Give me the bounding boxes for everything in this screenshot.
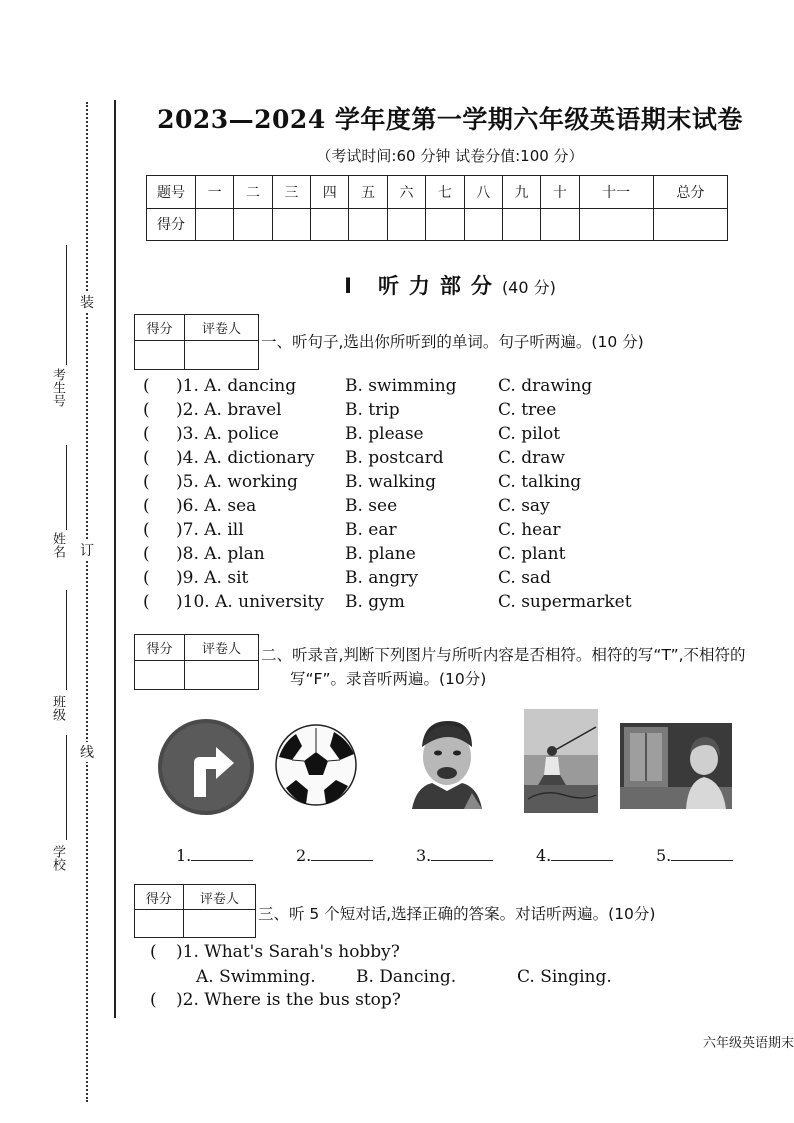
grader-name-cell[interactable] — [183, 910, 255, 938]
girl-at-window-picture — [620, 723, 732, 809]
question-option-a: )5. A. working — [176, 472, 298, 492]
question-paren[interactable]: ( — [143, 568, 150, 588]
soccer-ball-picture — [274, 722, 358, 808]
score-cell[interactable] — [349, 208, 387, 241]
turn-right-sign-picture — [156, 717, 256, 817]
grader-score-label: 得分 — [135, 885, 184, 910]
question-option-b: B. gym — [345, 592, 405, 612]
score-cell[interactable] — [653, 208, 727, 241]
question-option-c: C. plant — [498, 544, 566, 564]
part2-instruction-line1: 二、听录音,判断下列图片与所听内容是否相符。相符的写“T”,不相符的 — [261, 646, 746, 664]
score-cell[interactable] — [272, 208, 310, 241]
score-col: 六 — [387, 176, 425, 209]
score-cell[interactable] — [311, 208, 349, 241]
score-col: 十 — [541, 176, 579, 209]
part3-q1-option-a: A. Swimming. — [196, 967, 316, 987]
grader-name-cell[interactable] — [184, 341, 258, 370]
blank-number: 3. — [416, 846, 432, 865]
student-id-blank — [66, 245, 67, 365]
score-table-row-label: 得分 — [147, 208, 196, 241]
question-paren[interactable]: ( — [143, 520, 150, 540]
binding-char-ding: 订 — [80, 540, 94, 560]
grader-box-part3 — [134, 884, 256, 938]
question-option-b: B. postcard — [345, 448, 444, 468]
binding-char-xian: 线 — [80, 742, 94, 762]
grader-score-cell[interactable] — [135, 661, 185, 690]
blank-number: 2. — [296, 846, 312, 865]
student-id-label: 考生号 — [50, 368, 65, 407]
grader-score-cell[interactable] — [135, 910, 184, 938]
score-col: 总分 — [653, 176, 727, 209]
score-col: 四 — [311, 176, 349, 209]
school-label: 学校 — [50, 845, 65, 871]
score-col: 五 — [349, 176, 387, 209]
section-points: (40 分) — [501, 278, 556, 297]
picture-answer-blank-2[interactable] — [296, 846, 373, 865]
question-option-b: B. angry — [345, 568, 418, 588]
grader-name-cell[interactable] — [184, 661, 258, 690]
class-blank — [66, 590, 67, 690]
section-roman: I — [344, 274, 352, 298]
question-option-c: C. tree — [498, 400, 557, 420]
part3-instruction: 三、听 5 个短对话,选择正确的答案。对话听两遍。(10分) — [258, 905, 656, 923]
grader-box-part1 — [134, 314, 259, 370]
question-paren[interactable]: ( — [143, 376, 150, 396]
question-option-c: C. supermarket — [498, 592, 632, 612]
score-col: 二 — [234, 176, 272, 209]
question-option-a: )1. A. dancing — [176, 376, 297, 396]
crying-boy-picture — [402, 713, 492, 809]
score-col: 九 — [502, 176, 540, 209]
question-option-c: C. pilot — [498, 424, 561, 444]
part3-q1-option-c: C. Singing. — [517, 967, 612, 987]
question-option-b: B. trip — [345, 400, 400, 420]
grader-name-label: 评卷人 — [184, 315, 258, 341]
question-option-c: C. draw — [498, 448, 565, 468]
grader-score-label: 得分 — [135, 635, 185, 661]
score-col: 十一 — [579, 176, 653, 209]
score-col: 八 — [464, 176, 502, 209]
grader-name-label: 评卷人 — [183, 885, 255, 910]
question-option-b: B. see — [345, 496, 398, 516]
score-table — [146, 175, 728, 241]
blank-line — [431, 846, 493, 861]
question-option-a: )3. A. police — [176, 424, 279, 444]
part2-instruction-line2: 写“F”。录音听两遍。(10分) — [290, 670, 487, 688]
question-paren[interactable]: ( — [143, 544, 150, 564]
score-col: 三 — [272, 176, 310, 209]
question-option-a: )10. A. university — [176, 592, 324, 612]
question-option-b: B. please — [345, 424, 424, 444]
question-option-a: )7. A. ill — [176, 520, 244, 540]
grader-name-label: 评卷人 — [184, 635, 258, 661]
question-option-b: B. plane — [345, 544, 416, 564]
score-cell[interactable] — [234, 208, 272, 241]
binding-dotted-line — [86, 102, 88, 1102]
part3-q1-paren[interactable]: ( — [150, 942, 157, 962]
score-cell[interactable] — [579, 208, 653, 241]
question-option-c: C. drawing — [498, 376, 593, 396]
part1-instruction: 一、听句子,选出你所听到的单词。句子听两遍。(10 分) — [261, 333, 644, 351]
score-table-header-label: 题号 — [147, 176, 196, 209]
question-option-a: )9. A. sit — [176, 568, 249, 588]
question-paren[interactable]: ( — [143, 448, 150, 468]
question-option-a: )8. A. plan — [176, 544, 265, 564]
picture-answer-blank-1[interactable] — [176, 846, 253, 865]
blank-line — [191, 846, 253, 861]
blank-line — [311, 846, 373, 861]
name-label: 姓名 — [50, 532, 65, 558]
question-option-b: B. walking — [345, 472, 436, 492]
binding-char-zhuang: 装 — [80, 292, 94, 312]
binding-solid-line — [114, 100, 116, 1018]
part3-q1-option-b: B. Dancing. — [356, 967, 457, 987]
score-cell[interactable] — [196, 208, 234, 241]
question-option-c: C. hear — [498, 520, 561, 540]
question-option-c: C. talking — [498, 472, 582, 492]
blank-number: 1. — [176, 846, 192, 865]
score-cell[interactable] — [426, 208, 464, 241]
grader-score-label: 得分 — [135, 315, 185, 341]
part3-q1-text: )1. What's Sarah's hobby? — [176, 942, 400, 962]
question-option-c: C. sad — [498, 568, 551, 588]
question-option-a: )2. A. bravel — [176, 400, 282, 420]
question-paren[interactable]: ( — [143, 496, 150, 516]
score-col: 七 — [426, 176, 464, 209]
question-paren[interactable]: ( — [143, 592, 150, 612]
question-option-b: B. ear — [345, 520, 397, 540]
blank-number: 5. — [656, 846, 672, 865]
man-fishing-picture — [524, 709, 598, 813]
score-cell[interactable] — [387, 208, 425, 241]
question-option-a: )4. A. dictionary — [176, 448, 315, 468]
grader-box-part2 — [134, 634, 259, 690]
page-footer: 六年级英语期末 — [702, 1036, 794, 1051]
score-cell[interactable] — [464, 208, 502, 241]
picture-answer-blank-4[interactable] — [536, 846, 613, 865]
exam-title: 2023—2024 学年度第一学期六年级英语期末试卷 — [157, 105, 743, 134]
picture-answer-blank-3[interactable] — [416, 846, 493, 865]
question-paren[interactable]: ( — [143, 472, 150, 492]
question-paren[interactable]: ( — [143, 424, 150, 444]
blank-line — [671, 846, 733, 861]
school-blank — [66, 735, 67, 840]
exam-subtitle: （考试时间:60 分钟 试卷分值:100 分） — [316, 147, 584, 165]
grader-score-cell[interactable] — [135, 341, 185, 370]
question-option-b: B. swimming — [345, 376, 457, 396]
part3-q2-paren[interactable]: ( — [150, 990, 157, 1010]
part3-q2-text: )2. Where is the bus stop? — [176, 990, 401, 1010]
question-option-a: )6. A. sea — [176, 496, 257, 516]
question-paren[interactable]: ( — [143, 400, 150, 420]
blank-number: 4. — [536, 846, 552, 865]
name-blank — [66, 445, 67, 530]
score-cell[interactable] — [541, 208, 579, 241]
score-col: 一 — [196, 176, 234, 209]
section-heading — [115, 270, 785, 300]
blank-line — [551, 846, 613, 861]
section-title: 听力部分 — [377, 274, 502, 298]
picture-answer-blank-5[interactable] — [656, 846, 733, 865]
question-option-c: C. say — [498, 496, 550, 516]
class-label: 班级 — [50, 695, 65, 721]
score-cell[interactable] — [502, 208, 540, 241]
